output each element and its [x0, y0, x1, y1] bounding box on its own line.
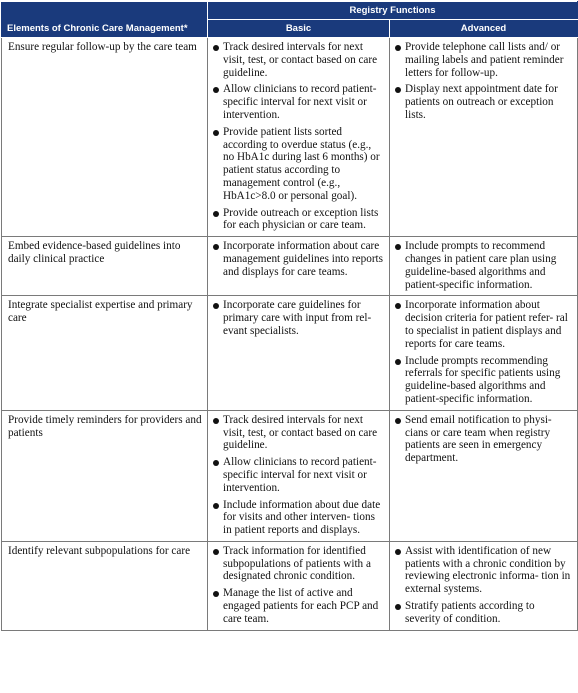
bullet-icon	[213, 303, 219, 309]
list-item-text: Provide telephone call lists and/ or mailing labels and patient reminder letters for follow-up.	[405, 41, 564, 79]
bullet-icon	[213, 244, 219, 250]
basic-functions-cell	[208, 541, 390, 630]
list-item	[395, 545, 572, 596]
list-item-text: Assist with identification of new patients with a chronic condition by reviewing electronic informa- tion in external systems.	[405, 544, 571, 596]
list-item	[213, 299, 384, 337]
list-item	[213, 240, 384, 278]
list-item-text: Incorporate information about decision criteria for patient refer- ral to specialist in patient displays and reports for care teams.	[405, 299, 568, 350]
list-item	[395, 83, 572, 121]
list-item-text: Stratify patients according to severity of condition.	[405, 600, 535, 625]
bullet-icon	[213, 130, 219, 136]
basic-functions-cell	[208, 410, 390, 541]
list-item	[213, 545, 384, 583]
list-item-text: Track desired intervals for next visit, test, or contact based on care guideline.	[223, 413, 378, 452]
list-item	[213, 207, 384, 233]
bullet-icon	[395, 303, 401, 309]
registry-functions-table	[1, 1, 578, 631]
bullet-icon	[213, 460, 219, 466]
advanced-functions-cell	[390, 296, 578, 410]
list-item	[213, 456, 384, 494]
list-item-text: Track information for identified subpopulations of patients with a designated chronic condition.	[223, 544, 371, 583]
column-header-advanced: Advanced	[390, 20, 578, 38]
advanced-functions-cell	[390, 541, 578, 630]
care-element-cell: Ensure regular follow-up by the care team	[2, 38, 208, 237]
bullet-icon	[395, 87, 401, 93]
basic-functions-list	[213, 240, 384, 278]
column-header-elements: Elements of Chronic Care Management*	[2, 2, 208, 38]
bullet-icon	[395, 45, 401, 51]
basic-functions-list	[213, 414, 384, 537]
list-item	[395, 240, 572, 291]
bullet-icon	[395, 359, 401, 365]
table-body	[2, 38, 578, 631]
list-item	[395, 299, 572, 350]
care-element-cell: Identify relevant subpopulations for care	[2, 541, 208, 630]
list-item	[213, 83, 384, 121]
list-item-text: Incorporate information about care management guidelines into reports and displays for care teams.	[223, 240, 384, 278]
basic-functions-cell	[208, 296, 390, 410]
chronic-care-registry-table-container	[1, 1, 577, 631]
column-group-header-registry-functions: Registry Functions	[208, 2, 578, 20]
list-item-text: Manage the list of active and engaged patients for each PCP and care team.	[223, 587, 379, 625]
advanced-functions-list	[395, 545, 572, 626]
list-item-text: Allow clinicians to record patient-specific interval for next visit or intervention.	[223, 456, 377, 494]
basic-functions-list	[213, 545, 384, 626]
bullet-icon	[213, 211, 219, 217]
bullet-icon	[213, 418, 219, 424]
list-item	[213, 414, 384, 452]
bullet-icon	[395, 549, 401, 555]
bullet-icon	[213, 549, 219, 555]
table-row	[2, 410, 578, 541]
care-element-cell: Provide timely reminders for providers and patients	[2, 410, 208, 541]
table-row	[2, 237, 578, 296]
table-row	[2, 296, 578, 410]
list-item-text: Provide patient lists sorted according to overdue status (e.g., no HbA1c during last 6 months) or patient status according to management control (e.g., HbA1c>8.0 or personal goal).	[223, 125, 380, 202]
advanced-functions-list	[395, 414, 572, 465]
advanced-functions-cell	[390, 237, 578, 296]
header-group-row	[2, 2, 578, 20]
bullet-icon	[395, 244, 401, 250]
list-item	[395, 41, 572, 79]
list-item-text: Include prompts recommending referrals for specific patients using guideline-based algorithms and patient-specific information.	[405, 354, 561, 405]
table-row	[2, 541, 578, 630]
column-header-basic: Basic	[208, 20, 390, 38]
list-item-text: Provide outreach or exception lists for each physician or care team.	[223, 206, 379, 232]
bullet-icon	[213, 87, 219, 93]
bullet-icon	[395, 604, 401, 610]
list-item-text: Include prompts to recommend changes in patient care plan using guideline-based algorithms and patient-specific information.	[405, 240, 557, 291]
list-item-text: Allow clinicians to record patient-specific interval for next visit or intervention.	[223, 83, 377, 121]
list-item-text: Send email notification to physi- cians or care team when registry patients are seen in emergency department.	[405, 413, 552, 465]
advanced-functions-cell	[390, 38, 578, 237]
list-item	[395, 355, 572, 406]
list-item-text: Display next appointment date for patients on outreach or exception lists.	[405, 83, 558, 121]
advanced-functions-list	[395, 41, 572, 122]
list-item	[395, 600, 572, 626]
care-element-cell: Integrate specialist expertise and primary care	[2, 296, 208, 410]
basic-functions-list	[213, 41, 384, 232]
list-item	[395, 414, 572, 465]
list-item-text: Incorporate care guidelines for primary care with input from rel- evant specialists.	[223, 299, 372, 337]
advanced-functions-list	[395, 299, 572, 405]
list-item-text: Include information about due date for visits and other interven- tions in patient reports and displays.	[223, 498, 381, 537]
bullet-icon	[395, 418, 401, 424]
list-item	[213, 41, 384, 79]
care-element-cell: Embed evidence-based guidelines into daily clinical practice	[2, 237, 208, 296]
list-item	[213, 126, 384, 203]
basic-functions-cell	[208, 38, 390, 237]
list-item	[213, 587, 384, 625]
list-item-text: Track desired intervals for next visit, test, or contact based on care guideline.	[223, 41, 378, 79]
table-row	[2, 38, 578, 237]
bullet-icon	[213, 503, 219, 509]
bullet-icon	[213, 591, 219, 597]
bullet-icon	[213, 45, 219, 51]
basic-functions-list	[213, 299, 384, 337]
advanced-functions-list	[395, 240, 572, 291]
list-item	[213, 499, 384, 537]
basic-functions-cell	[208, 237, 390, 296]
advanced-functions-cell	[390, 410, 578, 541]
